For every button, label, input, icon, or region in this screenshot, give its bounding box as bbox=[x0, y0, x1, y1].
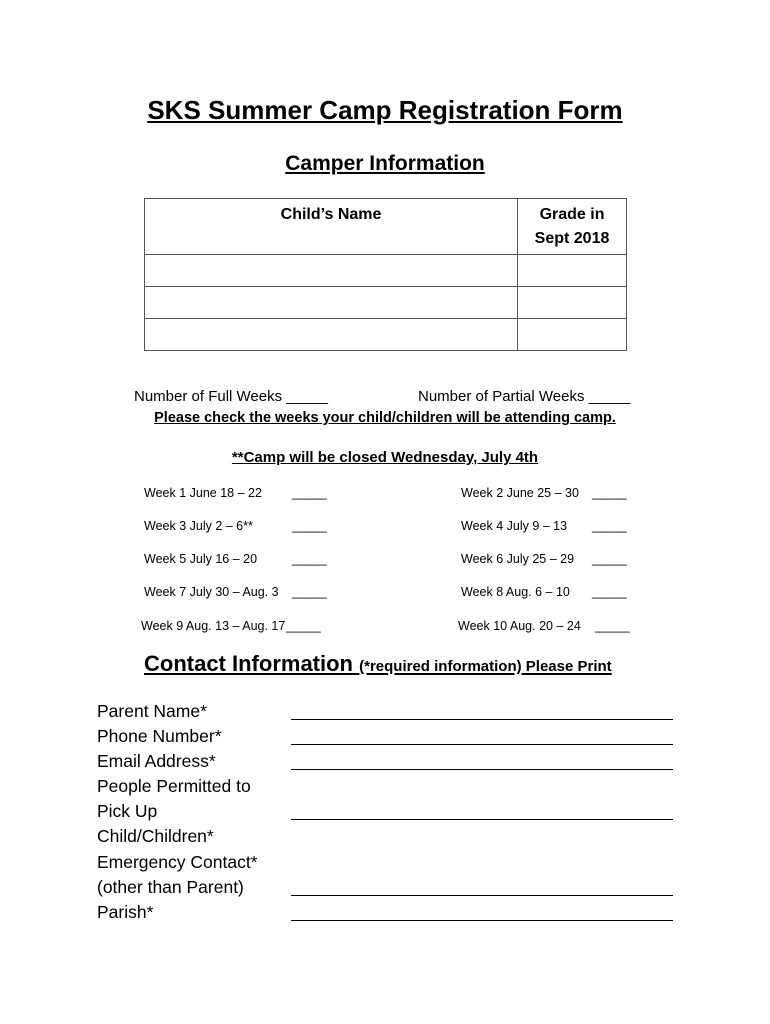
week-9-label: Week 9 Aug. 13 – Aug. 17 bbox=[141, 619, 286, 633]
camp-closed-note: **Camp will be closed Wednesday, July 4th bbox=[231, 449, 539, 466]
parish-line[interactable] bbox=[291, 920, 673, 921]
parent-name-label: Parent Name* bbox=[97, 701, 207, 721]
pickup-label-line-3: Child/Children* bbox=[97, 826, 214, 846]
week-10-blank[interactable]: _____ bbox=[595, 619, 630, 633]
table-header-row bbox=[145, 199, 627, 255]
grade-header bbox=[518, 199, 627, 255]
week-9-blank[interactable]: _____ bbox=[286, 619, 321, 633]
week-5-blank[interactable]: _____ bbox=[292, 552, 327, 566]
week-2-blank[interactable]: _____ bbox=[592, 486, 627, 500]
emergency-contact-line[interactable] bbox=[291, 895, 673, 896]
phone-number-line[interactable] bbox=[291, 744, 673, 745]
week-4-label: Week 4 July 9 – 13 bbox=[461, 519, 568, 533]
contact-heading-text: Contact Information bbox=[144, 651, 353, 676]
grade-cell-3[interactable] bbox=[518, 319, 627, 351]
week-8-blank[interactable]: _____ bbox=[592, 585, 627, 599]
week-10-label: Week 10 Aug. 20 – 24 bbox=[458, 619, 581, 633]
email-address-line[interactable] bbox=[291, 769, 673, 770]
grade-cell-2[interactable] bbox=[518, 287, 627, 319]
pickup-label-line-1: People Permitted to bbox=[97, 776, 251, 796]
week-8-label: Week 8 Aug. 6 – 10 bbox=[461, 585, 570, 599]
grade-header-text: Grade in Sept 2018 bbox=[534, 206, 610, 247]
check-weeks-note: Please check the weeks your child/children will be attending camp. bbox=[154, 410, 616, 426]
emergency-label-line-1: Emergency Contact* bbox=[97, 852, 258, 872]
parish-label: Parish* bbox=[97, 902, 154, 922]
week-5-label: Week 5 July 16 – 20 bbox=[144, 552, 258, 566]
week-3-label: Week 3 July 2 – 6** bbox=[144, 519, 253, 533]
pickup-label-line-2: Pick Up bbox=[97, 801, 158, 821]
email-address-label: Email Address* bbox=[97, 751, 216, 771]
contact-information-heading bbox=[144, 651, 612, 677]
week-4-blank[interactable]: _____ bbox=[592, 519, 627, 533]
full-weeks-count[interactable]: Number of Full Weeks _____ bbox=[134, 388, 328, 405]
childs-name-header: Child’s Name bbox=[145, 199, 518, 255]
child-name-cell-1[interactable] bbox=[145, 255, 518, 287]
week-1-label: Week 1 June 18 – 22 bbox=[144, 486, 262, 500]
table-row bbox=[145, 319, 627, 351]
form-title: SKS Summer Camp Registration Form bbox=[147, 95, 623, 125]
camper-table bbox=[144, 198, 627, 351]
week-3-blank[interactable]: _____ bbox=[292, 519, 327, 533]
contact-required-note: (*required information) Please Print bbox=[359, 658, 612, 675]
week-2-label: Week 2 June 25 – 30 bbox=[461, 486, 579, 500]
child-name-cell-2[interactable] bbox=[145, 287, 518, 319]
table-row bbox=[145, 255, 627, 287]
week-6-label: Week 6 July 25 – 29 bbox=[461, 552, 575, 566]
camper-information-heading: Camper Information bbox=[285, 152, 485, 175]
grade-cell-1[interactable] bbox=[518, 255, 627, 287]
phone-number-label: Phone Number* bbox=[97, 726, 222, 746]
week-1-blank[interactable]: _____ bbox=[292, 486, 327, 500]
table-row bbox=[145, 287, 627, 319]
partial-weeks-count[interactable]: Number of Partial Weeks _____ bbox=[418, 388, 631, 405]
emergency-label-line-2: (other than Parent) bbox=[97, 877, 244, 897]
week-7-blank[interactable]: _____ bbox=[292, 585, 327, 599]
pickup-line[interactable] bbox=[291, 819, 673, 820]
parent-name-line[interactable] bbox=[291, 719, 673, 720]
week-6-blank[interactable]: _____ bbox=[592, 552, 627, 566]
child-name-cell-3[interactable] bbox=[145, 319, 518, 351]
week-7-label: Week 7 July 30 – Aug. 3 bbox=[144, 585, 279, 599]
